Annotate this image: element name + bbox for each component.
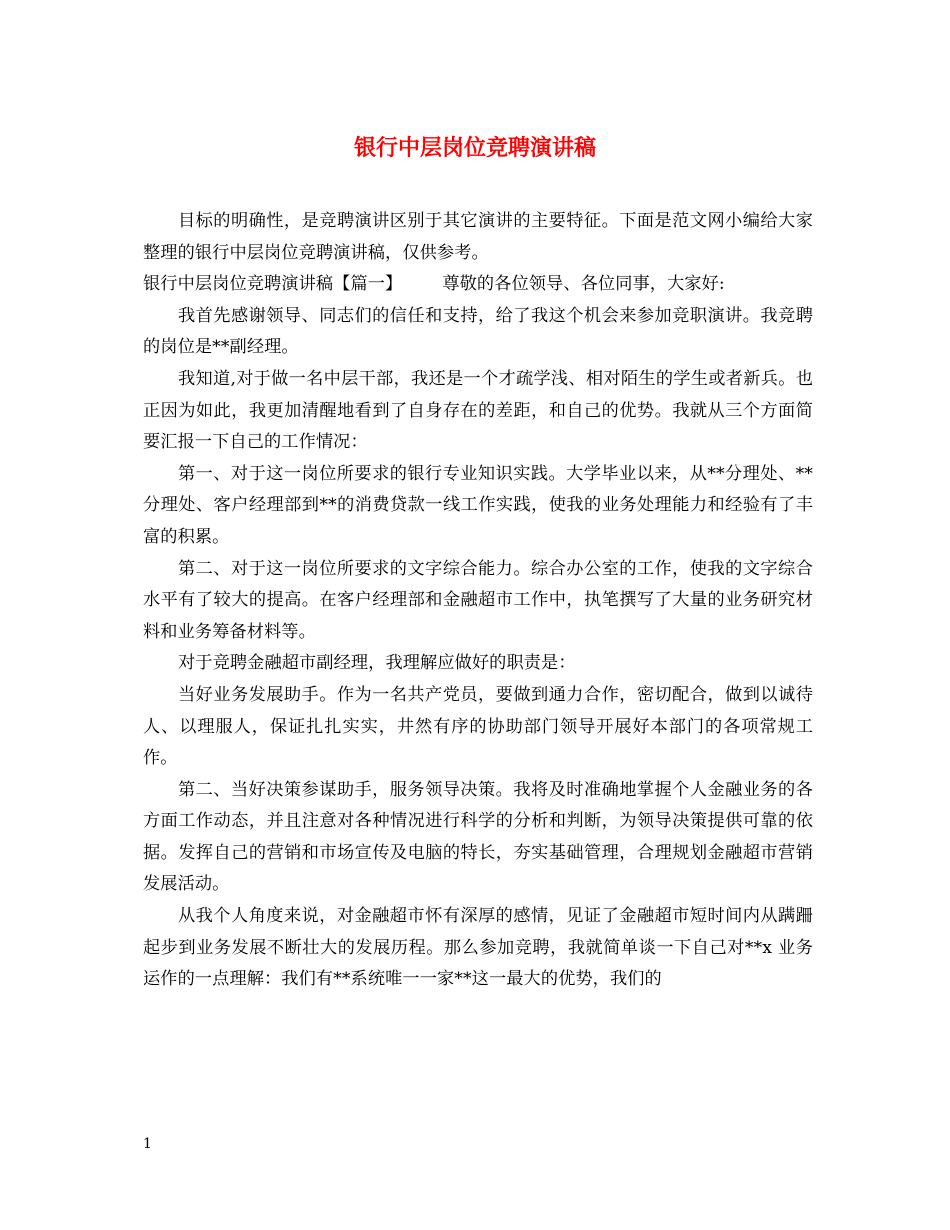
document-body — [143, 206, 813, 996]
page-number: 1 — [143, 1136, 152, 1152]
section-heading: 银行中层岗位竞聘演讲稿【篇一】 — [143, 274, 403, 295]
paragraph-thanks: 我首先感谢领导、同志们的信任和支持，给了我这个机会来参加竞职演讲。我竞聘的岗位是**副经理。 — [143, 305, 813, 358]
paragraph-point-one: 第一、对于这一岗位所要求的银行专业知识实践。大学毕业以来，从**分理处、**分理处、客户经理部到**的消费贷款一线工作实践，使我的业务处理能力和经验有了丰富的积累。 — [143, 463, 813, 547]
paragraph-point-two: 第二、对于这一岗位所要求的文字综合能力。综合办公室的工作，使我的文字综合水平有了较大的提高。在客户经理部和金融超市工作中，执笔撰写了大量的业务研究材料和业务筹备材料等。 — [143, 558, 813, 642]
paragraph-duty-assistant: 当好业务发展助手。作为一名共产党员，要做到通力合作，密切配合，做到以诚待人、以理服人，保证扎扎实实，井然有序的协助部门领导开展好本部门的各项常规工作。 — [143, 684, 813, 769]
paragraph-self-assessment: 我知道,对于做一名中层干部，我还是一个才疏学浅、相对陌生的学生或者新兵。也正因为如此，我更加清醒地看到了自身存在的差距，和自己的优势。我就从三个方面简要汇报一下自己的工作情况： — [143, 368, 813, 453]
section-heading-line — [143, 269, 813, 301]
greeting: 尊敬的各位领导、各位同事，大家好: — [442, 274, 725, 295]
paragraph-duties-intro: 对于竞聘金融超市副经理，我理解应做好的职责是： — [178, 653, 576, 674]
paragraph-intro: 目标的明确性，是竞聘演讲区别于其它演讲的主要特征。下面是范文网小编给大家整理的银行中层岗位竞聘演讲稿，仅供参考。 — [143, 211, 813, 263]
document-title: 银行中层岗位竞聘演讲稿 — [353, 135, 596, 161]
paragraph-duty-advisor: 第二、当好决策参谋助手，服务领导决策。我将及时准确地掌握个人金融业务的各方面工作动态，并且注意对各种情况进行科学的分析和判断，为领导决策提供可靠的依据。发挥自己的营销和市场宣传及电脑的特长，夯实基础管理，合理规划金融超市营销发展活动。 — [143, 779, 813, 895]
paragraph-personal-view: 从我个人角度来说，对金融超市怀有深厚的感情，见证了金融超市短时间内从蹒跚起步到业务发展不断壮大的发展历程。那么参加竞聘，我就简单谈一下自己对**x 业务运作的一点理解：我们有**系统唯一一家**这一最大的优势，我们的 — [143, 906, 813, 990]
